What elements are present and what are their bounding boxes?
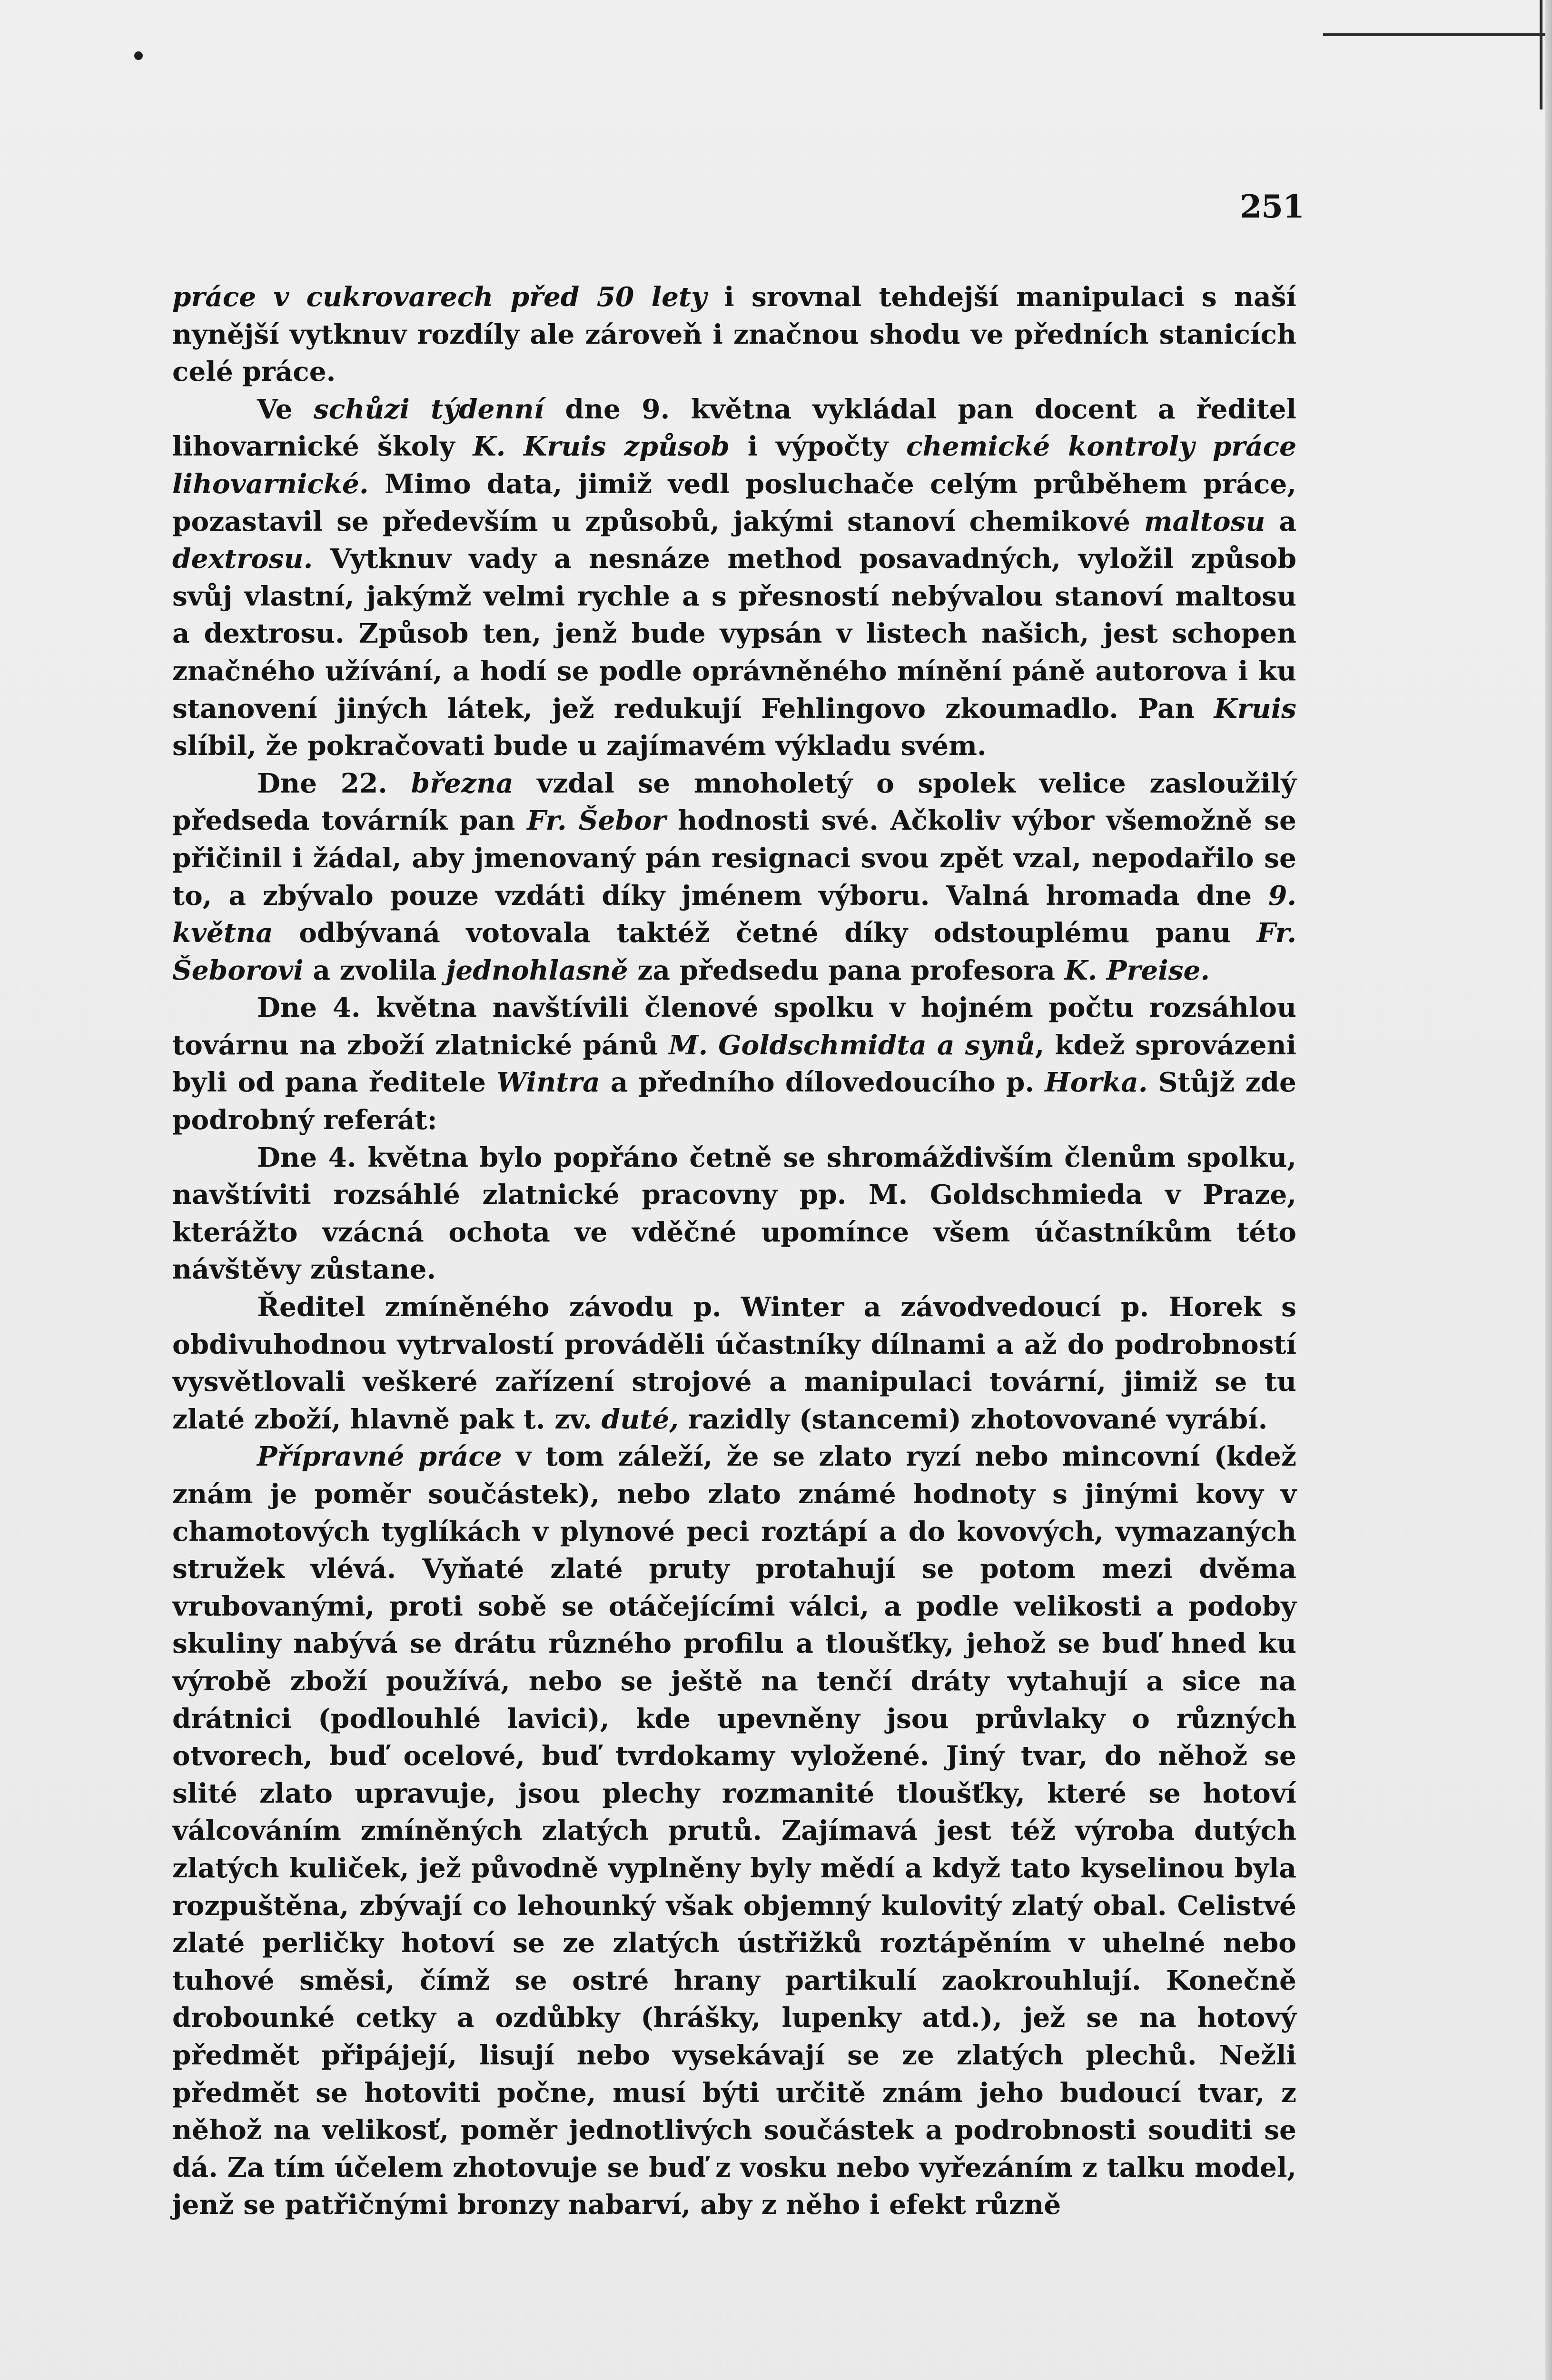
text-segment: dne 9. května vykládal pan docent a ředitel lihovarnické školy <box>172 393 1296 463</box>
scan-page-edge <box>1545 0 1552 2380</box>
text-segment: za předsedu pana profesora <box>628 954 1065 986</box>
body-text <box>172 278 1296 2224</box>
paragraph-1 <box>172 278 1296 391</box>
text-segment: v tom záleží, že se zlato ryzí nebo mincovní (kdež znám je poměr součástek), nebo zlato známé hodnoty s jinými kovy v chamotových tyglíkách v plynové peci roztápí a do kovových, vymazaných stružek vlévá. Vyňaté zlaté pruty protahují se potom mezi dvěma vrubovanými, proti sobě se otáčejícími válci, a podle velikosti a podoby skuliny nabývá se drátu různého profilu a tloušťky, jehož se buď hned ku výrobě zboží používá, nebo se ještě na tenčí dráty vytahují a sice na drátnici (podlouhlé lavici), kde upevněny jsou průvlaky o různých otvorech, buď ocelové, buď tvrdokamy vyložené. Jiný tvar, do něhož se slité zlato upravuje, jsou plechy rozmanité tloušťky, které se hotoví válcováním zmíněných zlatých prutů. Zajímavá jest též výroba dutých zlatých kuliček, jež původně vyplněny byly mědí a když tato kyselinou byla rozpuštěna, zbývají co lehounký však objemný kulovitý zlatý obal. Celistvé zlaté perličky hotoví se ze zlatých ústřižků roztápěním v uhelné nebo tuhové směsi, čímž se ostré hrany partikulí zaokrouhlují. Konečně drobounké cetky a ozdůbky (hrášky, lupenky atd.), jež se na hotový předmět připájejí, lisují nebo vysekávají se ze zlatých plechů. Nežli předmět se hotoviti počne, musí býti určitě znám jeho budoucí tvar, z něhož na velikosť, poměr jednotlivých součástek a podrobnosti souditi se dá. Za tím účelem zhotovuje se buď z vosku nebo vyřezáním z talku model, jenž se patřičnými bronzy nabarví, aby z něho i efekt různě <box>172 1441 1296 2221</box>
text-segment: vzdal se mnoholetý o spolek velice zasloužilý předseda továrník pan <box>172 767 1296 837</box>
text-segment: razidly (stancemi) zhotovované vyrábí. <box>678 1403 1268 1435</box>
text-segment: Stůjž zde podrobný referát: <box>172 1067 1297 1136</box>
text-segment: i srovnal tehdejší manipulaci s naší nynější vytknuv rozdíly ale zároveň i značnou shodu ve předních stanicích celé práce. <box>172 281 1296 388</box>
text-segment: i výpočty <box>729 431 907 463</box>
paragraph-5 <box>172 1139 1296 1289</box>
text-segment: Vytknuv vady a nesnáze method posavadných, vyložil způsob svůj vlastní, jakýmž velmi rychle a s přesností nebývalou stanoví maltosu a dextrosu. Způsob ten, jenž bude vypsán v listech našich, jest schopen značného užívání, a hodí se podle oprávněného mínění páně autorova i ku stanovení jiných látek, jež redukují Fehlingovo zkoumadlo. Pan <box>172 543 1296 724</box>
paragraph-4 <box>172 989 1296 1139</box>
italic-text-segment: Horka. <box>1045 1067 1148 1099</box>
text-segment: hodnosti své. Ačkoliv výbor všemožně se přičinil i žádal, aby jmenovaný pán resignaci svou zpět vzal, nepodařilo se to, a zbývalo pouze vzdáti díky jménem výboru. Valná hromada dne <box>172 805 1297 912</box>
italic-text-segment: maltosu <box>1144 506 1265 537</box>
text-segment: a předního dílovedoucího p. <box>600 1067 1045 1099</box>
scan-corner-rule-vertical <box>1540 0 1542 109</box>
text-segment: , kdež sprovázeni byli od pana ředitele <box>172 1029 1296 1099</box>
italic-text-segment: M. Goldschmidta a synů <box>668 1029 1035 1061</box>
text-segment: Ve <box>257 393 314 425</box>
paragraph-3 <box>172 765 1296 990</box>
italic-text-segment: Přípravné práce <box>257 1441 502 1473</box>
text-segment: a <box>1265 506 1296 537</box>
italic-text-segment: duté, <box>601 1403 679 1435</box>
scan-corner-rule-horizontal <box>1323 33 1552 36</box>
italic-text-segment: března <box>411 767 514 799</box>
scan-dot-mark <box>134 51 143 60</box>
text-segment: a zvolila <box>303 954 446 986</box>
italic-text-segment: chemické kontroly práce lihovarnické. <box>172 431 1297 500</box>
italic-text-segment: Kruis <box>1214 693 1296 724</box>
page-number: 251 <box>1240 188 1304 225</box>
italic-text-segment: K. Kruis způsob <box>473 431 730 463</box>
text-segment: Mimo data, jimiž vedl posluchače celým průběhem práce, pozastavil se především u způsobů, jakými stanoví chemikové <box>172 468 1296 537</box>
italic-text-segment: 9. května <box>172 880 1296 949</box>
paragraph-6 <box>172 1289 1296 1438</box>
text-segment: odbývaná votovala taktéž četné díky odstouplému panu <box>273 917 1257 949</box>
paragraph-7 <box>172 1438 1296 2223</box>
italic-text-segment: dextrosu. <box>172 543 313 575</box>
italic-text-segment: schůzi týdenní <box>313 393 544 425</box>
text-segment: slíbil, že pokračovati bude u zajímavém výkladu svém. <box>172 730 987 762</box>
paragraph-2 <box>172 391 1296 765</box>
italic-text-segment: jednohlasně <box>445 954 628 986</box>
italic-text-segment: Fr. Šeborovi <box>172 917 1296 986</box>
italic-text-segment: práce v cukrovarech před 50 lety <box>172 281 707 313</box>
text-segment: Dne 4. května bylo popřáno četně se shromáždivším členům spolku, navštíviti rozsáhlé zlatnické pracovny pp. M. Goldschmieda v Praze, kterážto vzácná ochota ve vděčné upomínce všem účastníkům této návštěvy zůstane. <box>172 1141 1296 1286</box>
italic-text-segment: K. Preise. <box>1064 954 1210 986</box>
text-segment: Ředitel zmíněného závodu p. Winter a závodvedoucí p. Horek s obdivuhodnou vytrvalostí prováděli účastníky dílnami a až do podrobností vysvětlovali veškeré zařízení strojové a manipulaci tovární, jimiž se tu zlaté zboží, hlavně pak t. zv. <box>172 1291 1296 1435</box>
text-segment: Dne 22. <box>257 767 411 799</box>
italic-text-segment: Fr. Šebor <box>527 805 666 837</box>
italic-text-segment: Wintra <box>496 1067 600 1099</box>
text-segment: Dne 4. května navštívili členové spolku v hojném počtu rozsáhlou továrnu na zboží zlatnické pánů <box>172 992 1296 1061</box>
